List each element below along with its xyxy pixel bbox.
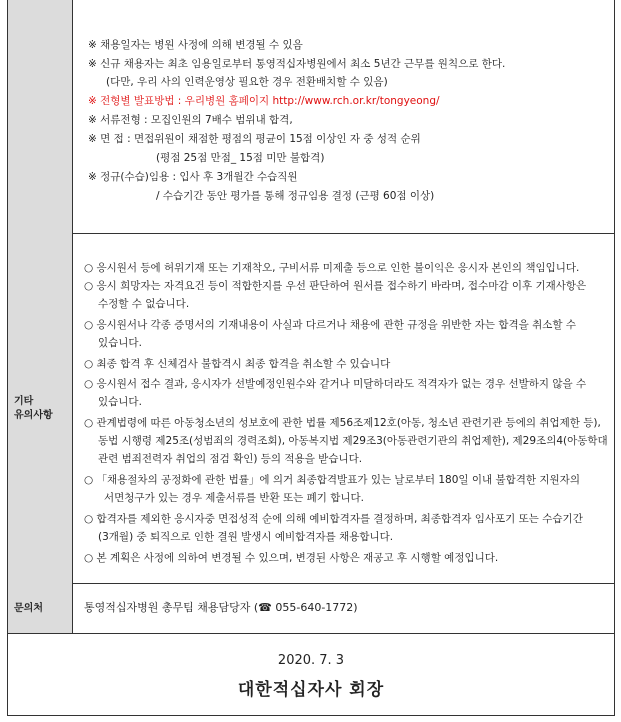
contact-content xyxy=(72,583,614,633)
notes-row xyxy=(8,233,614,584)
announcement-table xyxy=(7,0,615,716)
notes-line: ○ 합격자를 제외한 응시자중 면접성적 순에 의해 예비합격자를 결정하며, 최종합격자 임사포기 또는 수습기간 xyxy=(84,513,583,525)
notes-line: 관련 범죄전력자 취업의 점검 확인) 등의 적용을 받습니다. xyxy=(98,453,363,465)
notes-line: ○ 응시원서 접수 결과, 응시자가 선발예정인원수와 같거나 미달하더라도 적격자가 없는 경우 선발하지 않을 수 xyxy=(84,378,587,390)
contact-label-cell xyxy=(8,583,73,633)
selection-info-row xyxy=(8,0,614,234)
selection-line: ※ 면 접 : 면접위원이 채점한 평점의 평균이 15점 이상인 자 중 성적 순위 xyxy=(88,133,421,145)
notes-label-cell xyxy=(8,233,73,583)
notes-line: ○ 본 계획은 사정에 의하여 변경될 수 있으며, 변경된 사항은 재공고 후 시행할 예정입니다. xyxy=(84,552,499,564)
announcement-method-line: ※ 전형별 발표방법 : 우리병원 홈페이지 http://www.rch.or.kr/tongyeong/ xyxy=(88,95,440,107)
selection-line: ※ 정규(수습)임용 : 입사 후 3개월간 수습직원 xyxy=(88,171,298,183)
contact-row xyxy=(8,583,614,634)
notes-label-line1: 기타 xyxy=(14,396,34,407)
announcement-date: 2020. 7. 3 xyxy=(277,653,345,668)
selection-line: ※ 신규 채용자는 최초 임용일로부터 통영적십자병원에서 최소 5년간 근무를 원칙으로 한다. xyxy=(88,58,506,70)
notes-line: ○ 응시원서나 각종 증명서의 기재내용이 사실과 다르거나 채용에 관한 규정을 위반한 자는 합격을 취소할 수 xyxy=(84,319,577,331)
notes-line: ○ 최종 합격 후 신체검사 불합격시 최종 합격을 취소할 수 있습니다 xyxy=(84,358,391,370)
notes-line: 서면청구가 있는 경우 제출서류를 반환 또는 폐기 합니다. xyxy=(104,492,364,504)
selection-label-cell xyxy=(8,0,73,233)
organization-name: 대한적십자사 회장 xyxy=(237,680,385,700)
notes-line: ○ 응시 희망자는 자격요건 등이 적합한지를 우선 판단하여 원서를 접수하기 바라며, 접수마감 이후 기재사항은 xyxy=(84,280,587,292)
selection-line: ※ 채용일자는 병원 사정에 의해 변경될 수 있음 xyxy=(88,39,303,51)
notes-line: 있습니다. xyxy=(98,337,142,349)
notes-line: ○ 관계법령에 따른 아동청소년의 성보호에 관한 법률 제56조제12호(아동, 청소년 관련기관 등에의 취업제한 등), xyxy=(84,417,601,429)
notes-line: ○ 「채용절차의 공정화에 관한 법률」에 의거 최종합격발표가 있는 날로부터 180일 이내 불합격한 지원자의 xyxy=(84,474,580,486)
contact-label: 문의처 xyxy=(14,603,43,614)
notes-content xyxy=(72,233,614,583)
selection-line: / 수습기간 동안 평가를 통해 정규임용 결정 (근평 60점 이상) xyxy=(156,190,435,202)
notes-line: 동법 시행령 제25조(성범죄의 경력조회), 아동복지법 제29조3(아동관련기관의 취업제한), 제29조의4(아동학대 xyxy=(98,435,608,447)
footer-row xyxy=(8,633,614,716)
notes-line: 수정할 수 없습니다. xyxy=(98,298,190,310)
notes-label-line2: 유의사항 xyxy=(14,410,53,421)
contact-text: 통영적십자병원 총무팀 채용담당자 (☎ 055-640-1772) xyxy=(84,601,358,614)
selection-line: ※ 서류전형 : 모집인원의 7배수 범위내 합격, xyxy=(88,114,293,126)
selection-line: (다만, 우리 사의 인력운영상 필요한 경우 전환배치할 수 있음) xyxy=(106,76,388,88)
notes-line: ○ 응시원서 등에 허위기재 또는 기재착오, 구비서류 미제출 등으로 인한 불이익은 응시자 본인의 책임입니다. xyxy=(84,262,580,274)
selection-line: (평점 25점 만점_ 15점 미만 불합격) xyxy=(156,152,325,164)
selection-content xyxy=(72,0,614,233)
notes-line: (3개월) 중 퇴직으로 인한 결원 발생시 예비합격자를 채용합니다. xyxy=(98,531,394,543)
notes-line: 있습니다. xyxy=(98,396,142,408)
